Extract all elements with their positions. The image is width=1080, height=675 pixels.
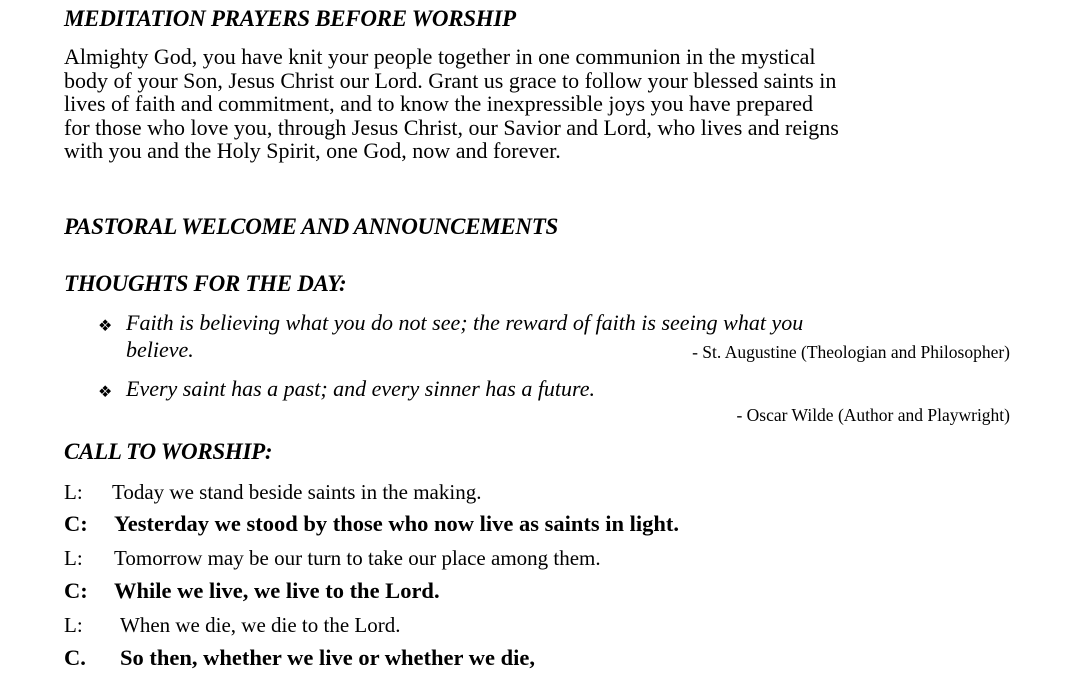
leader-line: Today we stand beside saints in the making. bbox=[112, 480, 482, 504]
thought-attribution: - St. Augustine (Theologian and Philosopher) bbox=[692, 342, 1010, 362]
call-to-worship-heading: CALL TO WORSHIP: bbox=[64, 439, 273, 464]
leader-line: When we die, we die to the Lord. bbox=[120, 613, 401, 637]
meditation-line: with you and the Holy Spirit, one God, now and forever. bbox=[64, 138, 561, 163]
meditation-heading bbox=[64, 6, 516, 32]
meditation-heading-prefix: MEDITATION bbox=[64, 6, 206, 31]
meditation-line: body of your Son, Jesus Christ our Lord. Grant us grace to follow your blessed saints in bbox=[64, 67, 837, 93]
meditation-line: for those who love you, through Jesus Christ, our Savior and Lord, who lives and reigns bbox=[64, 114, 839, 140]
diamond-bullet-icon: ❖ bbox=[98, 382, 113, 401]
leader-label: L: bbox=[64, 480, 83, 504]
congregation-label: C: bbox=[64, 511, 88, 536]
congregation-line: Yesterday we stood by those who now live as saints in light. bbox=[114, 511, 680, 536]
congregation-label: C. bbox=[64, 645, 86, 670]
meditation-line: Almighty God, you have knit your people together in one communion in the mystical bbox=[64, 44, 816, 69]
congregation-line: So then, whether we live or whether we die, bbox=[120, 645, 535, 670]
thought-quote-line: Faith is believing what you do not see; the reward of faith is seeing what you bbox=[126, 310, 804, 335]
meditation-line: lives of faith and commitment, and to know the inexpressible joys you have prepared bbox=[64, 91, 814, 116]
congregation-line: While we live, we live to the Lord. bbox=[114, 578, 440, 603]
thoughts-heading: THOUGHTS FOR THE DAY: bbox=[64, 271, 347, 296]
leader-line: Tomorrow may be our turn to take our place among them. bbox=[114, 546, 601, 570]
diamond-bullet-icon: ❖ bbox=[98, 316, 113, 335]
thought-quote-line: Every saint has a past; and every sinner has a future. bbox=[126, 376, 596, 401]
thought-quote-line: believe. bbox=[126, 337, 194, 362]
leader-label: L: bbox=[64, 613, 83, 637]
congregation-label: C: bbox=[64, 578, 88, 603]
meditation-paragraph bbox=[64, 45, 839, 163]
pastoral-heading: PASTORAL WELCOME AND ANNOUNCEMENTS bbox=[64, 214, 558, 239]
thought-attribution: - Oscar Wilde (Author and Playwright) bbox=[736, 405, 1010, 425]
leader-label: L: bbox=[64, 546, 83, 570]
meditation-heading-main: PRAYERS BEFORE WORSHIP bbox=[210, 6, 516, 31]
